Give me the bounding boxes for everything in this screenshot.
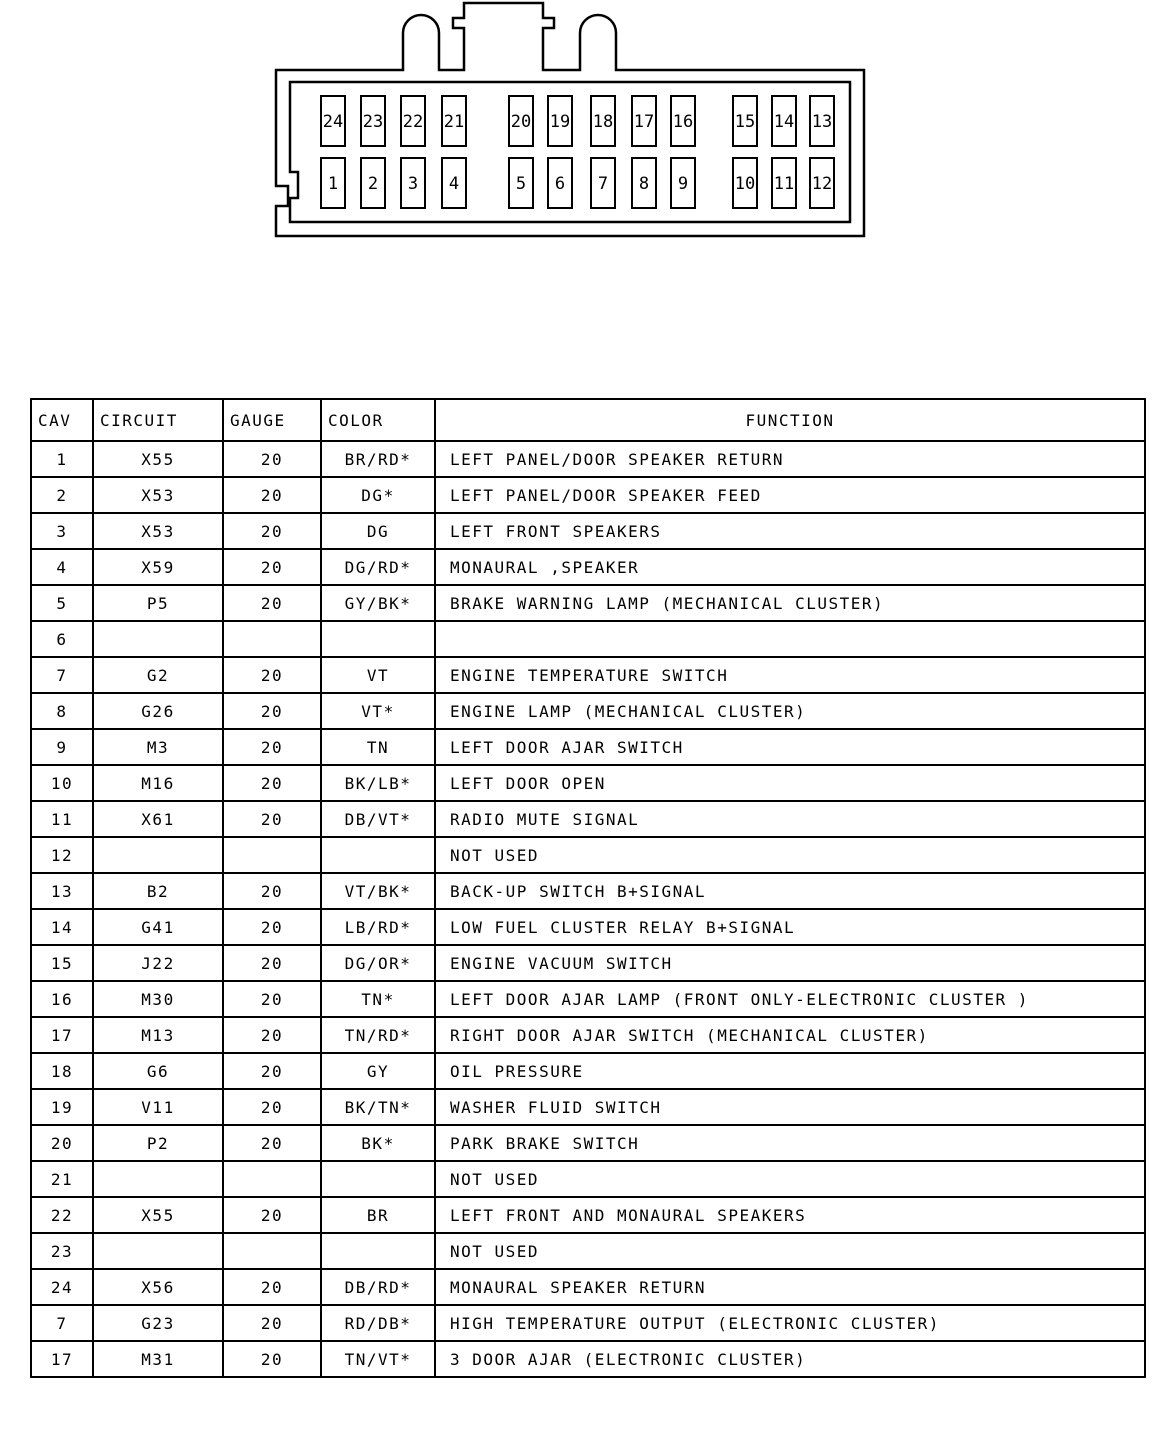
cell-color: VT bbox=[321, 657, 435, 693]
pin-5 bbox=[509, 158, 533, 208]
connector-inner-outline bbox=[290, 82, 850, 222]
pin-label: 19 bbox=[549, 112, 571, 132]
pin-16 bbox=[671, 96, 695, 146]
pin-label: 15 bbox=[734, 112, 756, 132]
pin-6 bbox=[548, 158, 572, 208]
cell-color: GY/BK* bbox=[321, 585, 435, 621]
cell-color bbox=[321, 621, 435, 657]
cell-function: OIL PRESSURE bbox=[435, 1053, 1145, 1089]
cell-cav: 10 bbox=[31, 765, 93, 801]
pin-15 bbox=[733, 96, 757, 146]
table-row bbox=[31, 909, 1145, 945]
cell-function: LEFT DOOR AJAR LAMP (FRONT ONLY-ELECTRONIC CLUSTER ) bbox=[435, 981, 1145, 1017]
table-row bbox=[31, 873, 1145, 909]
table-row bbox=[31, 1197, 1145, 1233]
pin-8 bbox=[632, 158, 656, 208]
cell-circuit bbox=[93, 1233, 223, 1269]
cell-circuit bbox=[93, 621, 223, 657]
pin-label: 17 bbox=[633, 112, 655, 132]
cell-cav: 1 bbox=[31, 441, 93, 477]
pin-label: 21 bbox=[443, 112, 465, 132]
pin-10 bbox=[733, 158, 757, 208]
cell-function: LEFT DOOR AJAR SWITCH bbox=[435, 729, 1145, 765]
cell-circuit: G41 bbox=[93, 909, 223, 945]
cell-gauge: 20 bbox=[223, 1305, 321, 1341]
cell-function: HIGH TEMPERATURE OUTPUT (ELECTRONIC CLUSTER) bbox=[435, 1305, 1145, 1341]
cell-gauge: 20 bbox=[223, 585, 321, 621]
pin-22 bbox=[401, 96, 425, 146]
table-row bbox=[31, 549, 1145, 585]
pin-label: 7 bbox=[597, 174, 609, 194]
table-row bbox=[31, 1269, 1145, 1305]
cell-gauge: 20 bbox=[223, 945, 321, 981]
pin-label: 20 bbox=[510, 112, 532, 132]
cell-function: LEFT FRONT SPEAKERS bbox=[435, 513, 1145, 549]
cell-gauge: 20 bbox=[223, 765, 321, 801]
cell-gauge: 20 bbox=[223, 729, 321, 765]
pin-label: 22 bbox=[402, 112, 424, 132]
cell-color: TN* bbox=[321, 981, 435, 1017]
cell-circuit: X59 bbox=[93, 549, 223, 585]
cell-cav: 22 bbox=[31, 1197, 93, 1233]
cell-gauge bbox=[223, 837, 321, 873]
pin-24 bbox=[321, 96, 345, 146]
table-row bbox=[31, 477, 1145, 513]
table-row bbox=[31, 765, 1145, 801]
cell-cav: 11 bbox=[31, 801, 93, 837]
pin-14 bbox=[772, 96, 796, 146]
cell-cav: 14 bbox=[31, 909, 93, 945]
cell-gauge: 20 bbox=[223, 1017, 321, 1053]
table-row bbox=[31, 945, 1145, 981]
cell-cav: 16 bbox=[31, 981, 93, 1017]
cell-gauge: 20 bbox=[223, 513, 321, 549]
cell-color: TN bbox=[321, 729, 435, 765]
cell-circuit: P2 bbox=[93, 1125, 223, 1161]
cell-function: LEFT PANEL/DOOR SPEAKER RETURN bbox=[435, 441, 1145, 477]
pin-17 bbox=[632, 96, 656, 146]
cell-cav: 19 bbox=[31, 1089, 93, 1125]
cell-gauge: 20 bbox=[223, 801, 321, 837]
cell-cav: 9 bbox=[31, 729, 93, 765]
cell-circuit: M16 bbox=[93, 765, 223, 801]
cell-function: MONAURAL SPEAKER RETURN bbox=[435, 1269, 1145, 1305]
cell-circuit: P5 bbox=[93, 585, 223, 621]
cell-cav: 17 bbox=[31, 1017, 93, 1053]
pin-7 bbox=[591, 158, 615, 208]
cell-function: WASHER FLUID SWITCH bbox=[435, 1089, 1145, 1125]
cell-function: RADIO MUTE SIGNAL bbox=[435, 801, 1145, 837]
table-row bbox=[31, 1305, 1145, 1341]
table-row bbox=[31, 801, 1145, 837]
cell-gauge: 20 bbox=[223, 1197, 321, 1233]
connector-diagram bbox=[0, 0, 1152, 300]
pin-label: 4 bbox=[448, 174, 460, 194]
cell-gauge: 20 bbox=[223, 657, 321, 693]
cell-color bbox=[321, 1233, 435, 1269]
cell-cav: 24 bbox=[31, 1269, 93, 1305]
cell-circuit: X61 bbox=[93, 801, 223, 837]
table-header-row bbox=[31, 399, 1145, 441]
cell-circuit bbox=[93, 837, 223, 873]
table-row bbox=[31, 837, 1145, 873]
cell-color: VT/BK* bbox=[321, 873, 435, 909]
cell-function: 3 DOOR AJAR (ELECTRONIC CLUSTER) bbox=[435, 1341, 1145, 1377]
table-row bbox=[31, 513, 1145, 549]
cell-color: TN/VT* bbox=[321, 1341, 435, 1377]
cell-cav: 5 bbox=[31, 585, 93, 621]
cell-color: BR bbox=[321, 1197, 435, 1233]
pin-label: 14 bbox=[773, 112, 795, 132]
table-row bbox=[31, 981, 1145, 1017]
table-row bbox=[31, 621, 1145, 657]
pin-13 bbox=[810, 96, 834, 146]
pin-20 bbox=[509, 96, 533, 146]
cell-cav: 21 bbox=[31, 1161, 93, 1197]
cell-color: DB/RD* bbox=[321, 1269, 435, 1305]
cell-gauge: 20 bbox=[223, 1125, 321, 1161]
cell-color: DG/RD* bbox=[321, 549, 435, 585]
cell-color: DG bbox=[321, 513, 435, 549]
cell-function: PARK BRAKE SWITCH bbox=[435, 1125, 1145, 1161]
table-row bbox=[31, 1161, 1145, 1197]
pin-2 bbox=[361, 158, 385, 208]
table-row bbox=[31, 1233, 1145, 1269]
pinout-table bbox=[30, 398, 1146, 1378]
cell-circuit: G2 bbox=[93, 657, 223, 693]
cell-gauge: 20 bbox=[223, 693, 321, 729]
cell-function: BACK-UP SWITCH B+SIGNAL bbox=[435, 873, 1145, 909]
cell-cav: 6 bbox=[31, 621, 93, 657]
cell-color: RD/DB* bbox=[321, 1305, 435, 1341]
cell-function: LEFT FRONT AND MONAURAL SPEAKERS bbox=[435, 1197, 1145, 1233]
cell-cav: 8 bbox=[31, 693, 93, 729]
pin-3 bbox=[401, 158, 425, 208]
cell-color: GY bbox=[321, 1053, 435, 1089]
cell-circuit: X53 bbox=[93, 477, 223, 513]
cell-circuit: X56 bbox=[93, 1269, 223, 1305]
cell-color: TN/RD* bbox=[321, 1017, 435, 1053]
cell-color bbox=[321, 837, 435, 873]
table-row bbox=[31, 585, 1145, 621]
pin-label: 18 bbox=[592, 112, 614, 132]
cell-color bbox=[321, 1161, 435, 1197]
table-row bbox=[31, 1125, 1145, 1161]
pin-label: 11 bbox=[773, 174, 795, 194]
header-gauge: GAUGE bbox=[223, 399, 321, 441]
pin-label: 9 bbox=[677, 174, 689, 194]
pin-1 bbox=[321, 158, 345, 208]
cell-function: BRAKE WARNING LAMP (MECHANICAL CLUSTER) bbox=[435, 585, 1145, 621]
cell-circuit: M3 bbox=[93, 729, 223, 765]
cell-function: NOT USED bbox=[435, 837, 1145, 873]
cell-circuit: X55 bbox=[93, 1197, 223, 1233]
cell-cav: 15 bbox=[31, 945, 93, 981]
cell-gauge: 20 bbox=[223, 1269, 321, 1305]
cell-color: BR/RD* bbox=[321, 441, 435, 477]
cell-gauge bbox=[223, 1233, 321, 1269]
pin-label: 23 bbox=[362, 112, 384, 132]
cell-color: LB/RD* bbox=[321, 909, 435, 945]
cell-cav: 12 bbox=[31, 837, 93, 873]
header-circuit: CIRCUIT bbox=[93, 399, 223, 441]
pin-label: 10 bbox=[734, 174, 756, 194]
cell-gauge: 20 bbox=[223, 981, 321, 1017]
pin-23 bbox=[361, 96, 385, 146]
cell-cav: 4 bbox=[31, 549, 93, 585]
cell-function: NOT USED bbox=[435, 1233, 1145, 1269]
header-color: COLOR bbox=[321, 399, 435, 441]
pin-label: 12 bbox=[811, 174, 833, 194]
cell-gauge bbox=[223, 1161, 321, 1197]
cell-function: LEFT DOOR OPEN bbox=[435, 765, 1145, 801]
cell-function: LOW FUEL CLUSTER RELAY B+SIGNAL bbox=[435, 909, 1145, 945]
table-row bbox=[31, 1341, 1145, 1377]
cell-circuit: M31 bbox=[93, 1341, 223, 1377]
cell-color: BK/LB* bbox=[321, 765, 435, 801]
cell-color: DB/VT* bbox=[321, 801, 435, 837]
cell-gauge: 20 bbox=[223, 873, 321, 909]
cell-circuit: G6 bbox=[93, 1053, 223, 1089]
cell-circuit: G23 bbox=[93, 1305, 223, 1341]
cell-cav: 2 bbox=[31, 477, 93, 513]
cell-gauge: 20 bbox=[223, 549, 321, 585]
cell-circuit: B2 bbox=[93, 873, 223, 909]
cell-circuit: V11 bbox=[93, 1089, 223, 1125]
pin-row-bottom bbox=[321, 158, 834, 208]
cell-gauge bbox=[223, 621, 321, 657]
cell-function: NOT USED bbox=[435, 1161, 1145, 1197]
pin-12 bbox=[810, 158, 834, 208]
cell-color: BK/TN* bbox=[321, 1089, 435, 1125]
cell-function: MONAURAL ,SPEAKER bbox=[435, 549, 1145, 585]
cell-circuit: M30 bbox=[93, 981, 223, 1017]
cell-circuit bbox=[93, 1161, 223, 1197]
header-cav: CAV bbox=[31, 399, 93, 441]
cell-gauge: 20 bbox=[223, 477, 321, 513]
cell-function bbox=[435, 621, 1145, 657]
pin-label: 8 bbox=[638, 174, 650, 194]
cell-gauge: 20 bbox=[223, 909, 321, 945]
cell-function: LEFT PANEL/DOOR SPEAKER FEED bbox=[435, 477, 1145, 513]
table-row bbox=[31, 441, 1145, 477]
cell-circuit: M13 bbox=[93, 1017, 223, 1053]
pin-21 bbox=[442, 96, 466, 146]
pin-label: 13 bbox=[811, 112, 833, 132]
pin-label: 6 bbox=[554, 174, 566, 194]
cell-color: BK* bbox=[321, 1125, 435, 1161]
cell-function: ENGINE VACUUM SWITCH bbox=[435, 945, 1145, 981]
pin-18 bbox=[591, 96, 615, 146]
cell-function: ENGINE LAMP (MECHANICAL CLUSTER) bbox=[435, 693, 1145, 729]
cell-cav: 7 bbox=[31, 1305, 93, 1341]
cell-circuit: G26 bbox=[93, 693, 223, 729]
cell-cav: 18 bbox=[31, 1053, 93, 1089]
cell-cav: 13 bbox=[31, 873, 93, 909]
table-row bbox=[31, 657, 1145, 693]
header-function: FUNCTION bbox=[435, 399, 1145, 441]
cell-cav: 3 bbox=[31, 513, 93, 549]
pin-4 bbox=[442, 158, 466, 208]
pin-label: 1 bbox=[327, 174, 339, 194]
table-row bbox=[31, 1089, 1145, 1125]
cell-cav: 23 bbox=[31, 1233, 93, 1269]
pin-label: 5 bbox=[515, 174, 527, 194]
table-row bbox=[31, 729, 1145, 765]
cell-cav: 17 bbox=[31, 1341, 93, 1377]
cell-cav: 20 bbox=[31, 1125, 93, 1161]
pin-label: 16 bbox=[672, 112, 694, 132]
pin-11 bbox=[772, 158, 796, 208]
pin-row-top bbox=[321, 96, 834, 146]
pin-label: 24 bbox=[322, 112, 344, 132]
pin-label: 3 bbox=[407, 174, 419, 194]
cell-gauge: 20 bbox=[223, 1089, 321, 1125]
cell-gauge: 20 bbox=[223, 1053, 321, 1089]
cell-gauge: 20 bbox=[223, 1341, 321, 1377]
cell-function: RIGHT DOOR AJAR SWITCH (MECHANICAL CLUSTER) bbox=[435, 1017, 1145, 1053]
pin-19 bbox=[548, 96, 572, 146]
pin-9 bbox=[671, 158, 695, 208]
cell-circuit: X53 bbox=[93, 513, 223, 549]
pin-label: 2 bbox=[367, 174, 379, 194]
cell-circuit: X55 bbox=[93, 441, 223, 477]
cell-circuit: J22 bbox=[93, 945, 223, 981]
cell-function: ENGINE TEMPERATURE SWITCH bbox=[435, 657, 1145, 693]
table-row bbox=[31, 1017, 1145, 1053]
table-row bbox=[31, 693, 1145, 729]
table-row bbox=[31, 1053, 1145, 1089]
cell-color: DG/OR* bbox=[321, 945, 435, 981]
cell-gauge: 20 bbox=[223, 441, 321, 477]
cell-cav: 7 bbox=[31, 657, 93, 693]
cell-color: DG* bbox=[321, 477, 435, 513]
cell-color: VT* bbox=[321, 693, 435, 729]
